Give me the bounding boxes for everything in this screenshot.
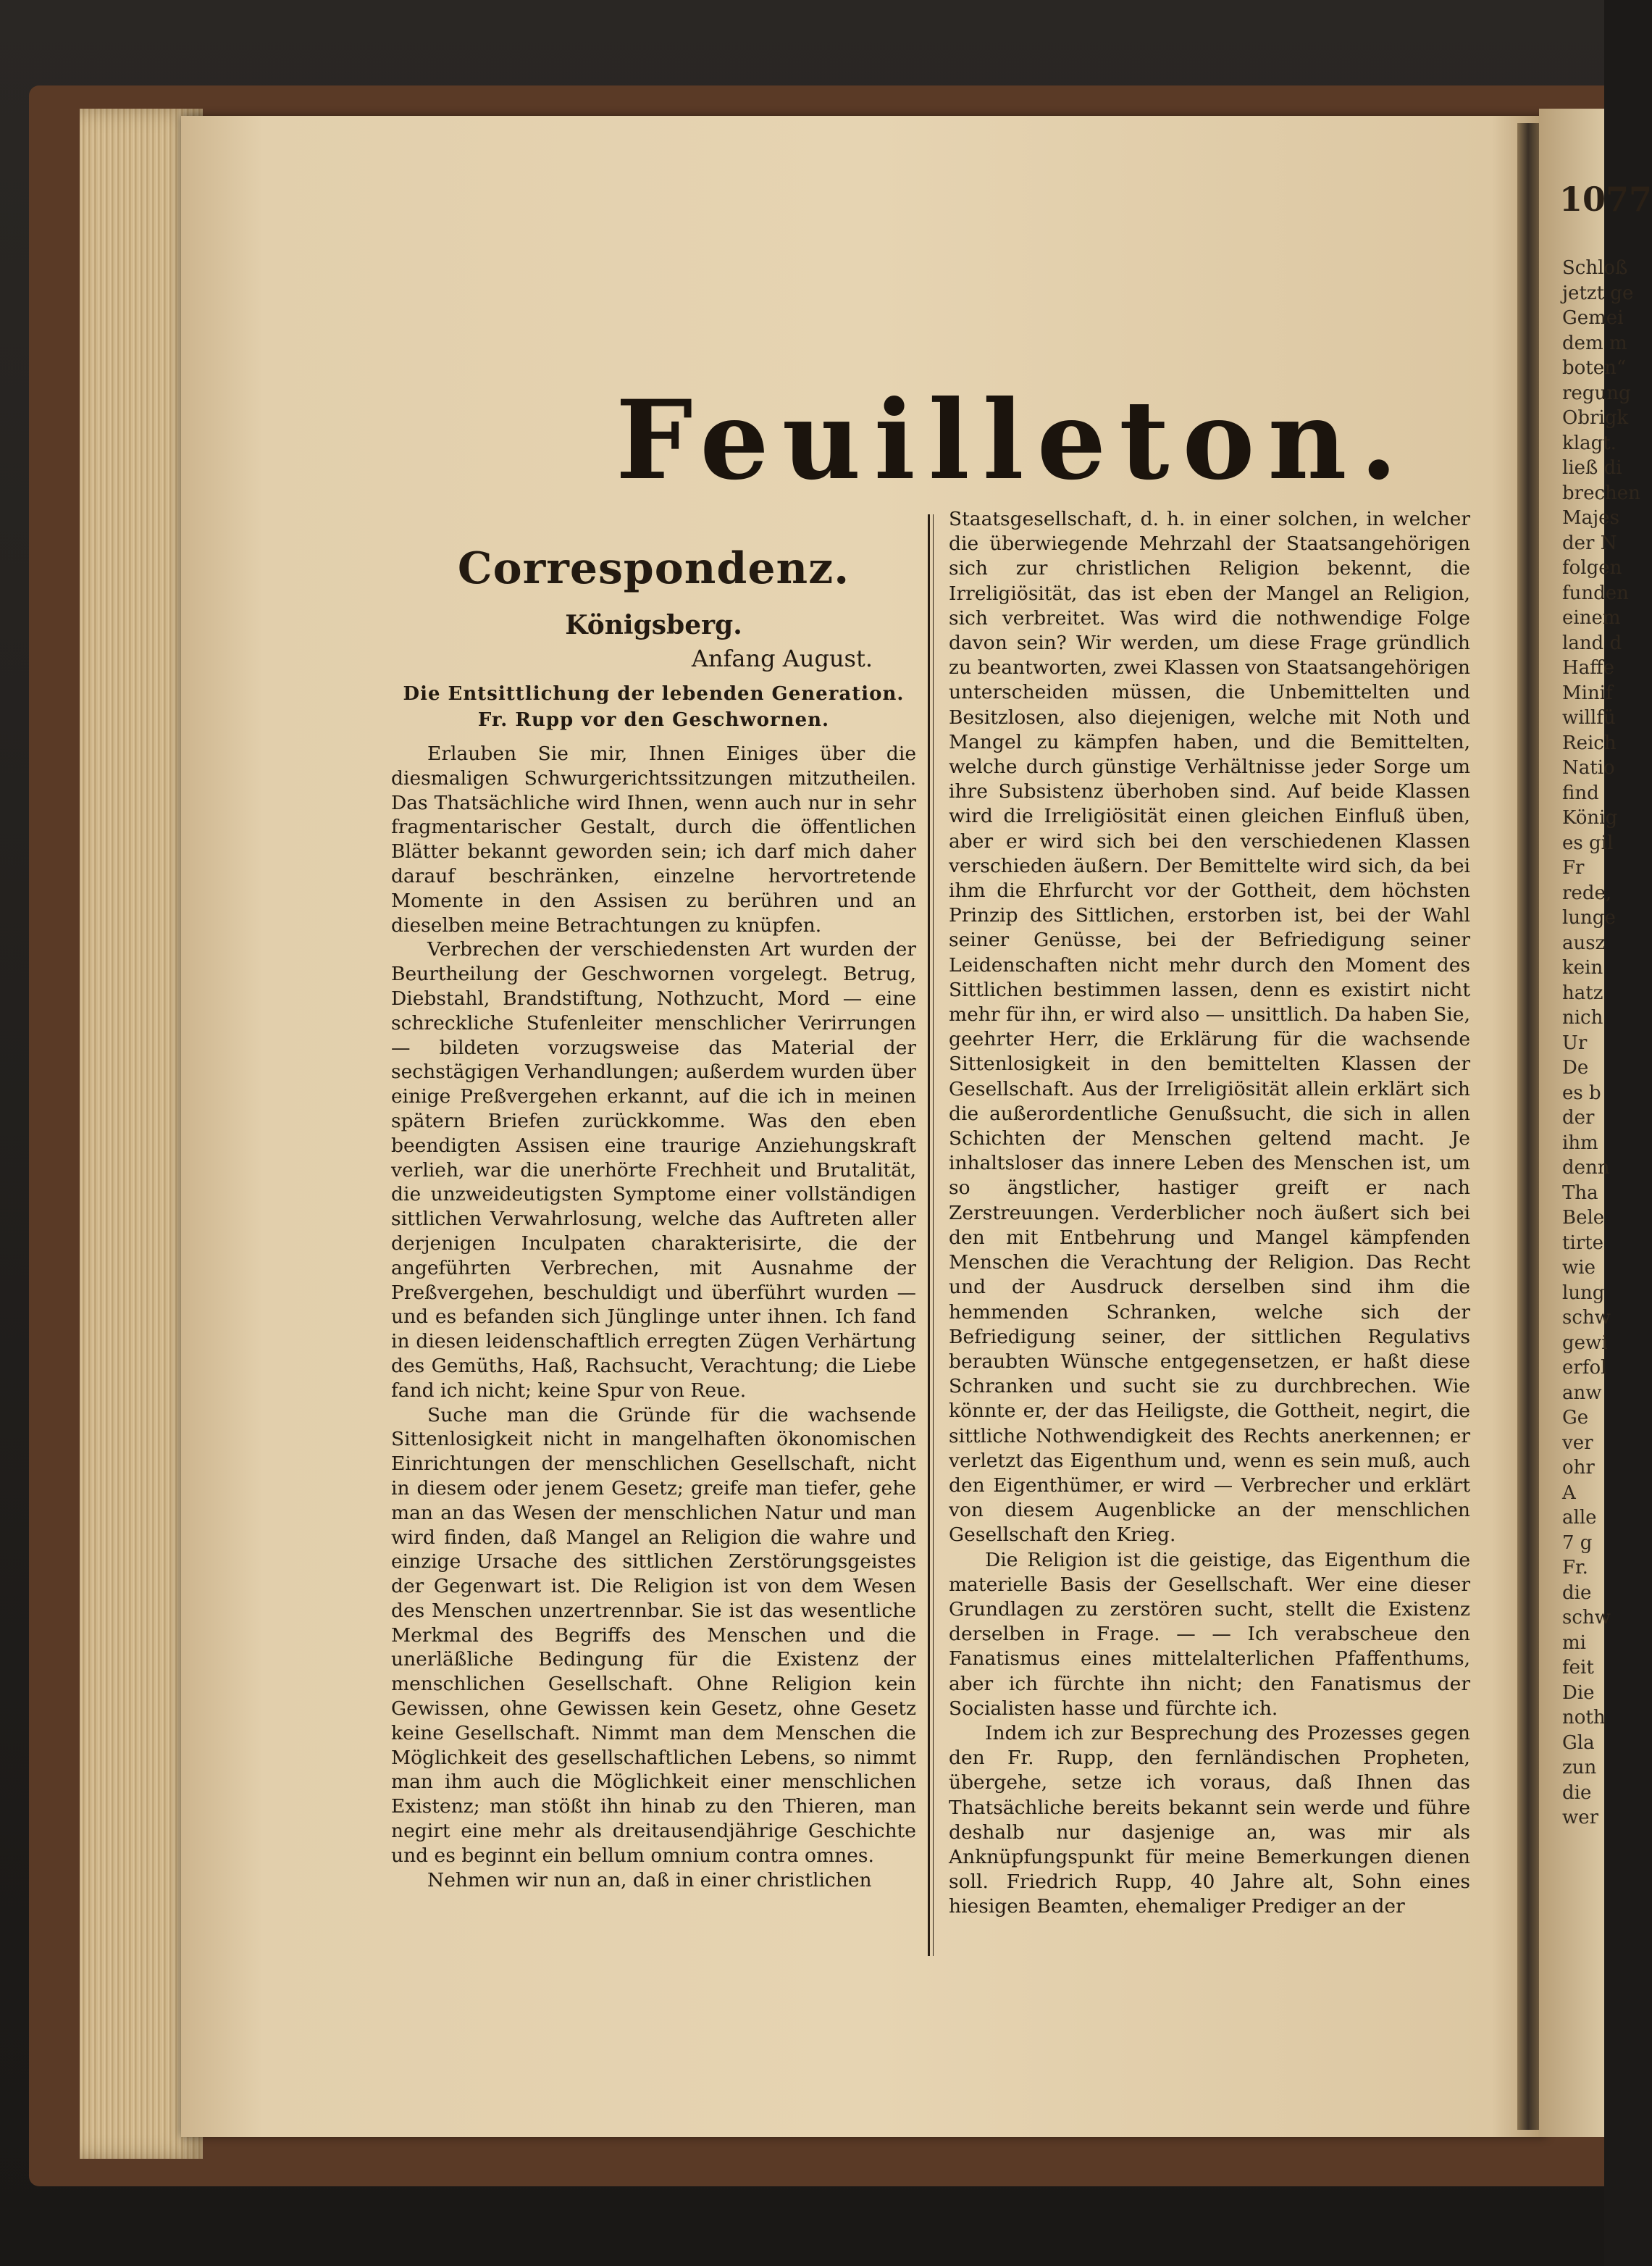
facing-page-line: es b: [1562, 1082, 1601, 1104]
facing-page: [1539, 109, 1652, 2137]
facing-page-line: Reich: [1562, 732, 1617, 754]
facing-page-line: die: [1562, 1781, 1592, 1804]
facing-page-line: jetzt ge: [1562, 282, 1634, 304]
facing-page-line: Fr: [1562, 857, 1585, 879]
left-column: [391, 536, 916, 1892]
facing-page-line: Fr.: [1562, 1557, 1588, 1579]
facing-page-line: einem: [1562, 607, 1621, 629]
facing-page-line: Die: [1562, 1681, 1595, 1704]
masthead-title: Feuilleton.: [616, 377, 1411, 504]
column-rule-thin: [933, 514, 934, 1956]
paragraph: Erlauben Sie mir, Ihnen Einiges über die diesmaligen Schwurgerichtssitzungen mitzutheilen. Das Thatsächliche wird Ihnen, wenn auch nur in sehr fragmentarischer Gestalt, durch die öffentlichen Blätter bekannt geworden sein; ich darf mich daher darauf beschränken, einzelne hervortretende Momente in den Assisen zu berühren und an dieselben meine Betrachtungen zu knüpfen.: [391, 743, 916, 937]
facing-page-line: König: [1562, 807, 1618, 829]
facing-page-line: denn: [1562, 1157, 1610, 1179]
facing-page-line: zun: [1562, 1757, 1597, 1778]
facing-page-line: A: [1562, 1481, 1576, 1504]
facing-page-line: der: [1562, 1107, 1595, 1129]
facing-page-line: hatz: [1562, 982, 1603, 1004]
section-heading: Correspondenz.: [457, 543, 850, 594]
facing-page-line: De: [1562, 1057, 1589, 1079]
paragraph: Suche man die Gründe für die wachsende Sittenlosigkeit nicht in mangelhaften ökonomischen Einrichtungen der menschlichen Gesellschaft, nicht in diesem oder jenem Gesetz; greife man tiefer, gehe man an das Wesen der menschlichen Natur und man wird finden, daß Mangel an Religion die wahre und einzige Ursache des sittlichen Zerstörungsgeistes der Gegenwart ist. Die Religion ist von dem Wesen des Menschen unzertrennbar. Sie ist das wesentliche Merkmal des Begriffs des Menschen und die unerläßliche Bedingung für die Existenz der menschlichen Gesellschaft. Ohne Religion kein Gewissen, ohne Gewissen kein Gesetz, ohne Gesetz keine Gesellschaft. Nimmt man dem Menschen die Möglichkeit des gesellschaftlichen Lebens, so nimmt man ihm auch die Möglichkeit einer menschlichen Existenz; man stößt ihn hinab zu den Thieren, man negirt eine mehr als dreitausendjährige Geschichte und es beginnt ein bellum omnium contra omnes.: [391, 1403, 916, 1867]
right-column: [949, 507, 1470, 1920]
facing-page-line: regung: [1562, 382, 1631, 404]
paragraph-continued: Staatsgesellschaft, d. h. in einer solchen, in welcher die überwiegende Mehrzahl der Staatsangehörigen sich zur christlichen Religion bekennt, die Irreligiösität, das ist eben der Mangel an Religion, sich verbreitet. Was wird die nothwendige Folge davon sein? Wir werden, um diese Frage gründlich zu beantworten, zwei Klassen von Staatsangehörigen unterscheiden müssen, die Unbemittelten und Besitzlosen, also diejenigen, welche mit Noth und Mangel zu kämpfen haben, und die Bemittelten, welche durch günstige Verhältnisse jeder Sorge um ihre Subsistenz überhoben sind. Auf beide Klassen wird die Irreligiösität einen gleichen Einfluß üben, aber er wird sich bei den verschiedenen Klassen verschieden äußern. Der Bemittelte wird sich, da bei ihm die Ehrfurcht vor der Gottheit, dem höchsten Prinzip des Sittlichen, erstorben ist, bei der Wahl seiner Genüsse, bei der Befriedigung seiner Leidenschaften nicht mehr durch den Moment des Sittlichen bestimmen lassen, denn es existirt nicht mehr für ihn, er wird also — unsittlich. Da haben Sie, geehrter Herr, die Erklärung für die wachsende Sittenlosigkeit in den bemittelten Klassen der Gesellschaft. Aus der Irreligiösität allein erklärt sich die außerordentliche Genußsucht, die sich in allen Schichten der Menschen geltend macht. Je inhaltsloser das innere Leben des Menschen ist, um so ängstlicher, hastiger greift er nach Zerstreuungen. Verderblicher noch äußert sich bei den mit Entbehrung und Mangel kämpfenden Menschen die Verachtung der Religion. Das Recht und der Ausdruck derselben sind ihm die hemmenden Schranken, welche sich der Befriedigung seiner, der sittlichen Regulativs beraubten Wünsche entgegensetzen, er haßt diese Schranken und sucht sie zu durchbrechen. Wie könnte er, der das Heiligste, die Gottheit, negirt, die sittliche Nothwendigkeit des Rechts anerkennen; er verletzt das Eigenthum und, wenn es sein muß, auch den Eigenthümer, er wird — Verbrecher und erklärt von diesem Augenblicke an der menschlichen Gesellschaft den Krieg.: [949, 508, 1470, 1547]
facing-page-line: 7 g: [1562, 1531, 1593, 1554]
paragraph: Verbrechen der verschiedensten Art wurden der Beurtheilung der Geschwornen vorgelegt. Betrug, Diebstahl, Brandstiftung, Nothzucht, Mord — eine schreckliche Stufenleiter menschlicher Verirrungen — bildeten vorzugsweise das Material der sechstägigen Verhandlungen; außerdem wurden über einige Preßvergehen erkannt, auf die ich in meinen spätern Briefen zurückkomme. Was den eben beendigten Assisen eine traurige Anziehungskraft verlieh, war die unerhörte Frechheit und Brutalität, die unzweideutigsten Symptome einer vollständigen sittlichen Verwahrlosung, welche das Auftreten aller derjenigen Inculpaten charakterisirte, die der angeführten Verbrechen, mit Ausnahme der Preßvergehen, beschuldigt und überführt wurden — und es befanden sich Jünglinge unter ihnen. Ich fand in diesen leidenschaftlich erregten Zügen Verhärtung des Gemüths, Haß, Rachsucht, Verachtung; die Liebe fand ich nicht; keine Spur von Reue.: [391, 938, 916, 1402]
facing-page-line: Obrigk: [1562, 407, 1629, 429]
facing-page-line: feit: [1562, 1657, 1594, 1678]
paragraph: Indem ich zur Besprechung des Prozesses gegen den Fr. Rupp, den fernländischen Propheten, übergehe, setze ich voraus, daß Ihnen das Thatsächliche bereits bekannt sein werde und führe deshalb nur dasjenige an, was mir als Anknüpfungspunkt für meine Bemerkungen dienen soll. Friedrich Rupp, 40 Jahre alt, Sohn eines hiesigen Beamten, ehemaliger Prediger an der: [949, 1721, 1470, 1918]
facing-page-line: rede,: [1562, 882, 1612, 904]
facing-page-line: ohr: [1562, 1457, 1595, 1479]
facing-page-line: wie: [1562, 1257, 1596, 1279]
facing-page-line: ließ di: [1562, 457, 1622, 479]
facing-page-line: find: [1562, 782, 1599, 804]
facing-page-line: Majes: [1562, 507, 1619, 529]
facing-page-line: Minif: [1562, 682, 1613, 704]
facing-page-line: ausz: [1562, 932, 1606, 954]
facing-page-line: ver: [1562, 1431, 1593, 1454]
facing-page-line: willfü: [1562, 707, 1616, 729]
facing-page-line: kein: [1562, 957, 1603, 979]
facing-page-line: alle: [1562, 1507, 1597, 1529]
facing-page-line: Gemei: [1562, 307, 1624, 329]
paragraph: Die Religion ist die geistige, das Eigenthum die materielle Basis der Gesellschaft. Wer eine dieser Grundlagen zu zerstören sucht, stellt die Existenz derselben in Frage. — — Ich verabscheue den Fanatismus eines mittelalterlichen Pfaffenthums, aber ich fürchte ihn nicht; den Fanatismus der Socialisten hasse und fürchte ich.: [949, 1548, 1470, 1720]
facing-page-line: schw: [1562, 1307, 1611, 1329]
facing-page-line: klagt.: [1562, 432, 1617, 454]
facing-page-line: Tha: [1562, 1182, 1598, 1204]
facing-page-line: Schloß: [1562, 257, 1628, 279]
facing-page-line: der N: [1562, 532, 1617, 554]
facing-page-line: mi: [1562, 1631, 1586, 1654]
facing-page-line: funden: [1562, 582, 1629, 604]
facing-page-line: lung: [1562, 1282, 1605, 1304]
facing-page-line: schw: [1562, 1607, 1611, 1629]
facing-page-line: brechen: [1562, 482, 1640, 504]
book-gutter: [1517, 123, 1539, 2130]
facing-page-line: folgen: [1562, 557, 1622, 579]
facing-page-line: boten“: [1562, 357, 1627, 379]
dateline-city: Königsberg.: [565, 610, 742, 640]
page-number: 1077: [1559, 180, 1652, 219]
paragraph: Nehmen wir nun an, daß in einer christlichen: [427, 1868, 872, 1891]
facing-page-line: Ur: [1562, 1032, 1588, 1054]
facing-page-line: nich: [1562, 1007, 1603, 1029]
facing-page-line: lunge: [1562, 907, 1616, 929]
facing-page-line: dem m: [1562, 332, 1627, 354]
column-rule: [928, 514, 930, 1956]
dateline-date: Anfang August.: [691, 645, 873, 672]
facing-page-line: Haffe: [1562, 657, 1615, 679]
facing-page-line: ihm: [1562, 1132, 1598, 1154]
facing-page-line: die: [1562, 1581, 1592, 1604]
facing-page-line: wer: [1562, 1807, 1599, 1828]
facing-page-line: erfol: [1562, 1357, 1607, 1379]
facing-page-line: Bele: [1562, 1207, 1605, 1229]
facing-page-line: tirte: [1562, 1232, 1604, 1254]
facing-page-line: gewi: [1562, 1331, 1608, 1354]
facing-page-line: anw: [1562, 1381, 1602, 1404]
facing-page-line: Gla: [1562, 1731, 1595, 1754]
article-subject: Die Entsittlichung der lebenden Generation. Fr. Rupp vor den Geschwornen.: [403, 683, 905, 731]
facing-page-line: noth: [1562, 1707, 1606, 1728]
facing-page-line: es gil: [1562, 832, 1614, 854]
facing-page-line: land d: [1562, 632, 1622, 654]
facing-page-line: Natio: [1562, 757, 1615, 779]
facing-page-line: Ge: [1562, 1407, 1589, 1429]
